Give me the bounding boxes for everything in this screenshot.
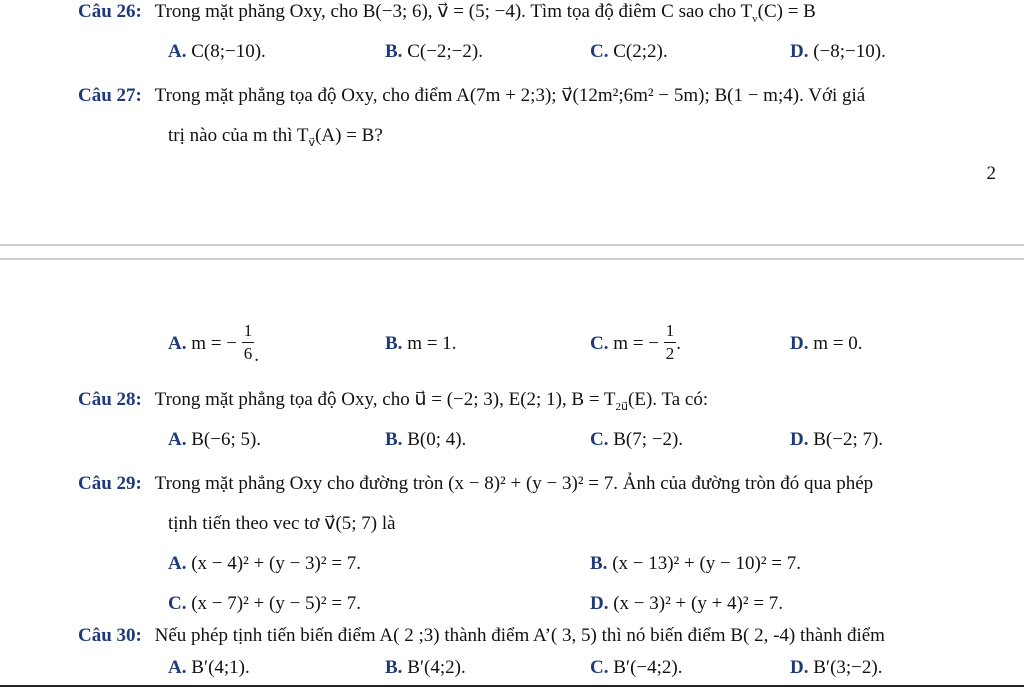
question-29-line2: tịnh tiến theo vec tơ v⃗(5; 7) là [168,513,396,534]
question-30-stem [78,624,885,648]
page-number: 2 [986,163,996,184]
question-27-option-c[interactable]: C. m = − $\frac{1}{2}$ . [590,321,681,363]
question-29-option-c[interactable]: C. (x − 7)² + (y − 5)² = 7. [168,593,362,614]
question-28-option-b[interactable]: B. B(0; 4). [385,429,467,450]
question-26-stem [78,0,816,31]
question-27-stem-line1 [78,84,865,108]
page-break [0,244,1024,260]
question-27-option-a[interactable]: A. m = − $\frac{1}{6}$ . [168,321,259,366]
question-26-option-d[interactable]: D. (−8;−10). [790,41,886,62]
question-28-text: Trong mặt phẳng tọa độ Oxy, cho u⃗ = (−2; 3), E(2; 1), B = T [154,389,616,410]
question-27-line2-end: (A) = B? [315,125,383,146]
question-29-stem-line1 [78,472,873,496]
question-30-text: Nếu phép tịnh tiến biến điểm A( 2 ;3) thành điểm A’( 3, 5) thì nó biến điểm B( 2, -4) thành điểm [154,625,885,646]
question-26-text: Trong mặt phăng Oxy, cho B(−3; 6), v⃗ = (5; −4). Tìm tọa độ điêm C sao cho T [154,1,753,22]
question-27-line2-start: trị nào của m thì T [168,125,309,146]
question-29-line1: Trong mặt phẳng Oxy cho đường tròn (x − 8)² + (y − 3)² = 7. Ảnh của đường tròn đó qua phép [154,473,874,494]
question-26-label: Câu 26: [78,1,142,22]
question-26-option-b[interactable]: B. C(−2;−2). [385,41,483,62]
question-30-option-b[interactable]: B. B′(4;2). [385,657,466,678]
question-29-stem-line2 [168,512,396,536]
question-27-line1: Trong mặt phẳng tọa độ Oxy, cho điểm A(7m + 2;3); v⃗(12m²;6m² − 5m); B(1 − m;4). Với giá [154,85,866,106]
question-27-stem-line2 [168,124,383,155]
question-29-label: Câu 29: [78,473,142,494]
question-28-option-a[interactable]: A. B(−6; 5). [168,429,262,450]
question-30-label: Câu 30: [78,625,142,646]
question-29-option-b[interactable]: B. (x − 13)² + (y − 10)² = 7. [590,553,801,574]
question-27-option-b[interactable]: B. m = 1. [385,333,457,354]
question-30-option-d[interactable]: D. B′(3;−2). [790,657,883,678]
question-27-option-d[interactable]: D. m = 0. [790,333,863,354]
question-26-text-end: (C) = B [757,1,816,22]
question-29-option-d[interactable]: D. (x − 3)² + (y + 4)² = 7. [590,593,784,614]
question-29-option-a[interactable]: A. (x − 4)² + (y − 3)² = 7. [168,553,362,574]
question-27-sub: v⃗ [308,136,316,149]
question-28-option-c[interactable]: C. B(7; −2). [590,429,684,450]
question-26-option-c[interactable]: C. C(2;2). [590,41,668,62]
question-28-label: Câu 28: [78,389,142,410]
question-26-option-a[interactable]: A. C(8;−10). [168,41,266,62]
question-28-text-end: (E). Ta có: [628,389,709,410]
question-27-label: Câu 27: [78,85,142,106]
question-28-stem [78,388,708,419]
question-26-sub: v [752,12,758,25]
question-30-option-c[interactable]: C. B′(−4;2). [590,657,683,678]
question-28-option-d[interactable]: D. B(−2; 7). [790,429,884,450]
fraction: $\frac{1}{6}$ [243,321,253,363]
question-30-option-a[interactable]: A. B′(4;1). [168,657,250,678]
fraction: $\frac{1}{2}$ [665,321,675,363]
question-28-sub: 2u⃗ [615,400,629,413]
